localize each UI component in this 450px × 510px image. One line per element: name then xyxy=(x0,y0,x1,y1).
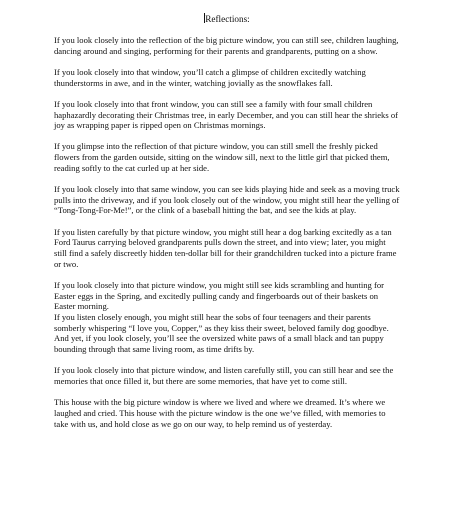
paragraph-4[interactable]: If you glimpse into the reflection of that picture window, you can still smell the freshly picked flowers from the garden outside, sitting on the window sill, next to the little girl that picked them, reading softly to the cat curled up at her side. xyxy=(54,141,390,173)
document-title: Reflections: xyxy=(205,14,250,24)
document-title-line xyxy=(54,13,400,25)
paragraph-6[interactable]: If you listen carefully by that picture window, you might still hear a dog barking excitedly as a tan Ford Taurus carrying beloved grandparents pulls down the street, and into view; later, you might still find a safely discreetly hidden ten-dollar bill for their grandchildren tucked into a picture frame or two. xyxy=(54,226,397,269)
paragraph-10[interactable]: This house with the big picture window is where we lived and where we dreamed. It’s where we laughed and cried. This house with the picture window is the one we’ve filled, with memories to take with us, and hold close as we go on our way, to help remind us of yesterday. xyxy=(54,397,386,429)
paragraph-5[interactable]: If you look closely into that same window, you can see kids playing hide and seek as a moving truck pulls into the driveway, and if you look closely out of the window, you might still hear the yelling of “Tong-Tong-For-Me!”, or the clink of a baseball hitting the bat, and see the kids at play. xyxy=(54,184,400,216)
paragraph-9[interactable]: If you look closely into that picture window, and listen carefully still, you can still hear and see the memories that once filled it, but there are some memories, that have yet to come still. xyxy=(54,365,394,387)
paragraph-7[interactable]: If you look closely into that picture window, you might still see kids scrambling and hunting for Easter eggs in the Spring, and excitedly pulling candy and fingerboards out of their baskets on Easter morning. xyxy=(54,279,385,312)
paragraph-1[interactable]: If you look closely into the reflection of the big picture window, you can still see, children laughing, dancing around and singing, performing for their parents and grandparents, putting on a show. xyxy=(54,35,399,56)
paragraph-8[interactable]: If you listen closely enough, you might still hear the sobs of four teenagers and their parents somberly whispering “I love you, Copper,” as they kiss their sweet, beloved family dog goodbye. And yet, if you look closely, you’ll see the oversized white paws of a small black and tan puppy bounding through that same living room, as time drifts by. xyxy=(54,312,389,355)
paragraph-2[interactable]: If you look closely into that window, you’ll catch a glimpse of children excitedly watching thunderstorms in awe, and in the winter, watching jovially as the snowflakes fall. xyxy=(54,66,366,88)
paragraph-3[interactable]: If you look closely into that front window, you can still see a family with four small children haphazardly decorating their Christmas tree, in early December, and you can still hear the shrieks of joy as wrapping paper is ripped open on Christmas mornings. xyxy=(54,98,398,131)
